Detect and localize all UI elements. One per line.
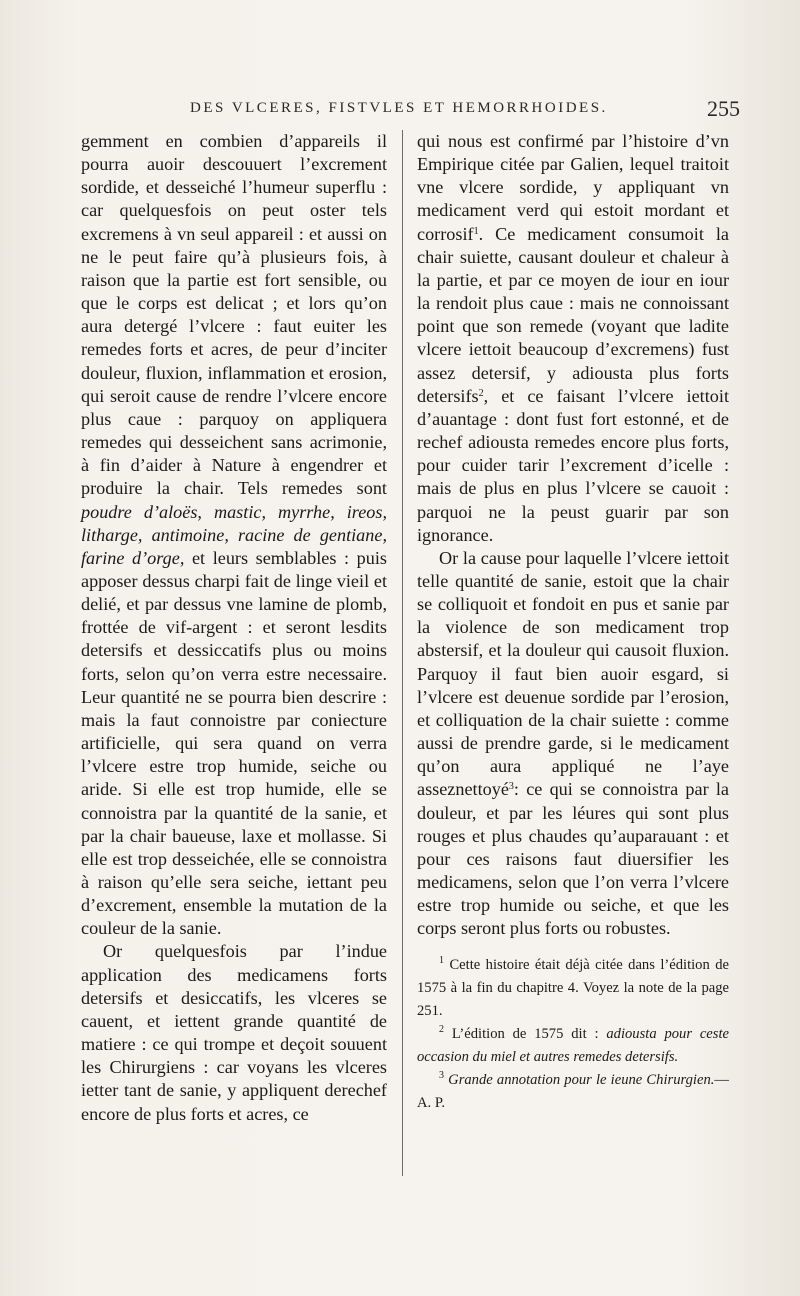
running-title: DES VLCERES, FISTVLES ET HEMORRHOIDES. (190, 100, 608, 116)
right-p1c: , et ce faisant l’vlcere iettoit d’auantage : dont fust fort estonné, et de rechef adiousta remedes encore plus forts, pour cuider tarir l’excrement d’icelle : mais de plus en plus l’vlcere se cauoit : parquoi ne la peust guarir par son ignorance. (417, 385, 729, 545)
right-paragraph-1 (417, 130, 729, 547)
note-ref-2: 2 (478, 387, 484, 399)
footnote-2-lead: L’édition de 1575 dit : (451, 1026, 599, 1043)
left-p1-end: et leurs semblables : puis apposer dessus charpi fait de linge vieil et delié, et par dessus vne lamine de plomb, frottée de vif-argent : et seront lesdits detersifs et dessiccatifs plus ou moins forts, selon qu’on verra estre necessaire. Leur quantité ne se pourra bien descrire : mais la faut connoistre par coniecture artificielle, qui sera quand on verra l’vlcere estre trop humide, seiche ou aride. Si elle est trop humide, elle se connoistra par la quantité de la sanie, et par la chair baueuse, laxe et mollasse. Si elle est trop desseichée, elle se connoistra à raison qu’elle sera seiche, iettant peu d’excrement, ensemble la mutation de la couleur de la sanie. (81, 547, 387, 939)
left-column (81, 130, 387, 1126)
footnote-3-end: — A. P. (417, 1072, 729, 1112)
note-ref-1: 1 (473, 225, 479, 237)
page-number: 255 (707, 96, 740, 121)
footnote-1 (417, 954, 729, 1023)
left-paragraph-2: Or quelquesfois par l’indue application des medicamens forts detersifs et desiccatifs, les vlceres se cauent, et iettent grande quantité de matiere : ce qui trompe et deçoit souuent les Chirurgiens : car voyans les vlceres ietter tant de sanie, y appliquent derechef encore de plus forts et acres, ce (81, 941, 387, 1124)
right-column (417, 130, 729, 1115)
footnotes (417, 954, 729, 1115)
right-paragraph-2 (417, 547, 729, 941)
column-divider (402, 130, 403, 1176)
left-paragraph-1 (81, 130, 387, 940)
footnote-1-text: Cette histoire était déjà citée dans l’édition de 1575 à la fin du chapitre 4. Voyez la note de la page 251. (417, 957, 729, 1020)
right-p2a: Or la cause pour laquelle l’vlcere iettoit telle quantité de sanie, estoit que la chair se colliquoit et fondoit en pus et sanie par la violence de son medicament trop abstersif, et la douleur qui causoit fluxion. Parquoy il faut bien auoir esgard, si l’vlcere est deuenue sordide par l’erosion, et colliquation de la chair suiette : comme aussi de prendre garde, si le medicament qu’on aura appliqué ne l’aye asseznettoyé (417, 547, 729, 800)
footnote-3 (417, 1069, 729, 1115)
note-ref-3: 3 (508, 781, 514, 793)
right-p1a: qui nous est confirmé par l’histoire d’vn Empirique citée par Galien, lequel traitoit vne vlcere sordide, y appliquant vn medicament verd qui estoit mordant et corrosif (417, 131, 729, 244)
footnote-2-quote: adiousta pour ceste occasion du miel et autres remedes detersifs. (417, 1026, 729, 1066)
footnote-3-quote: Grande annotation pour le ieune Chirurgien. (448, 1072, 715, 1089)
footnote-3-number: 3 (439, 1070, 444, 1082)
right-p1b: . Ce medicament consumoit la chair suiette, causant douleur et chaleur à la partie, et par ce moyen de iour en iour la rendoit plus caue : mais ne connoissant point que son remede (voyant que ladite vlcere iettoit beaucoup d’excremens) fust assez detersif, y adiousta plus forts detersifs (417, 223, 729, 406)
footnote-1-number: 1 (439, 955, 444, 967)
footnote-2-number: 2 (439, 1024, 444, 1036)
footnote-2 (417, 1023, 729, 1069)
left-p1-text: gemment en combien d’appareils il pourra auoir descouuert l’excrement sordide, et desseiché l’humeur superflu : car quelquesfois on peut oster tels excremens à vn seul appareil : et aussi on ne le peut faire qu’à plusieurs fois, à raison que la partie est fort sensible, ou que le corps est delicat ; et lors qu’on aura detergé l’vlcere : faut euiter les remedes forts et acres, de peur d’inciter douleur, fluxion, inflammation et erosion, qui seroit cause de rendre l’vlcere encore plus caue : parquoy on appliquera remedes qui desseichent sans acrimonie, à fin d’aider à Nature à engendrer et produire la chair. Tels remedes sont (81, 131, 387, 499)
right-p2b: : ce qui se connoistra par la douleur, et par les léures qui sont plus rouges et plus chaudes qu’auparauant : et pour ces raisons faut diuersifier les medicamens, selon que l’on verra l’vlcere estre trop humide ou seiche, et que les corps seront plus forts ou robustes. (417, 779, 729, 939)
page-header (190, 96, 740, 126)
left-p1-remedies: poudre d’aloës, mastic, myrrhe, ireos, litharge, antimoine, racine de gentiane, farine d’orge, (81, 501, 387, 568)
